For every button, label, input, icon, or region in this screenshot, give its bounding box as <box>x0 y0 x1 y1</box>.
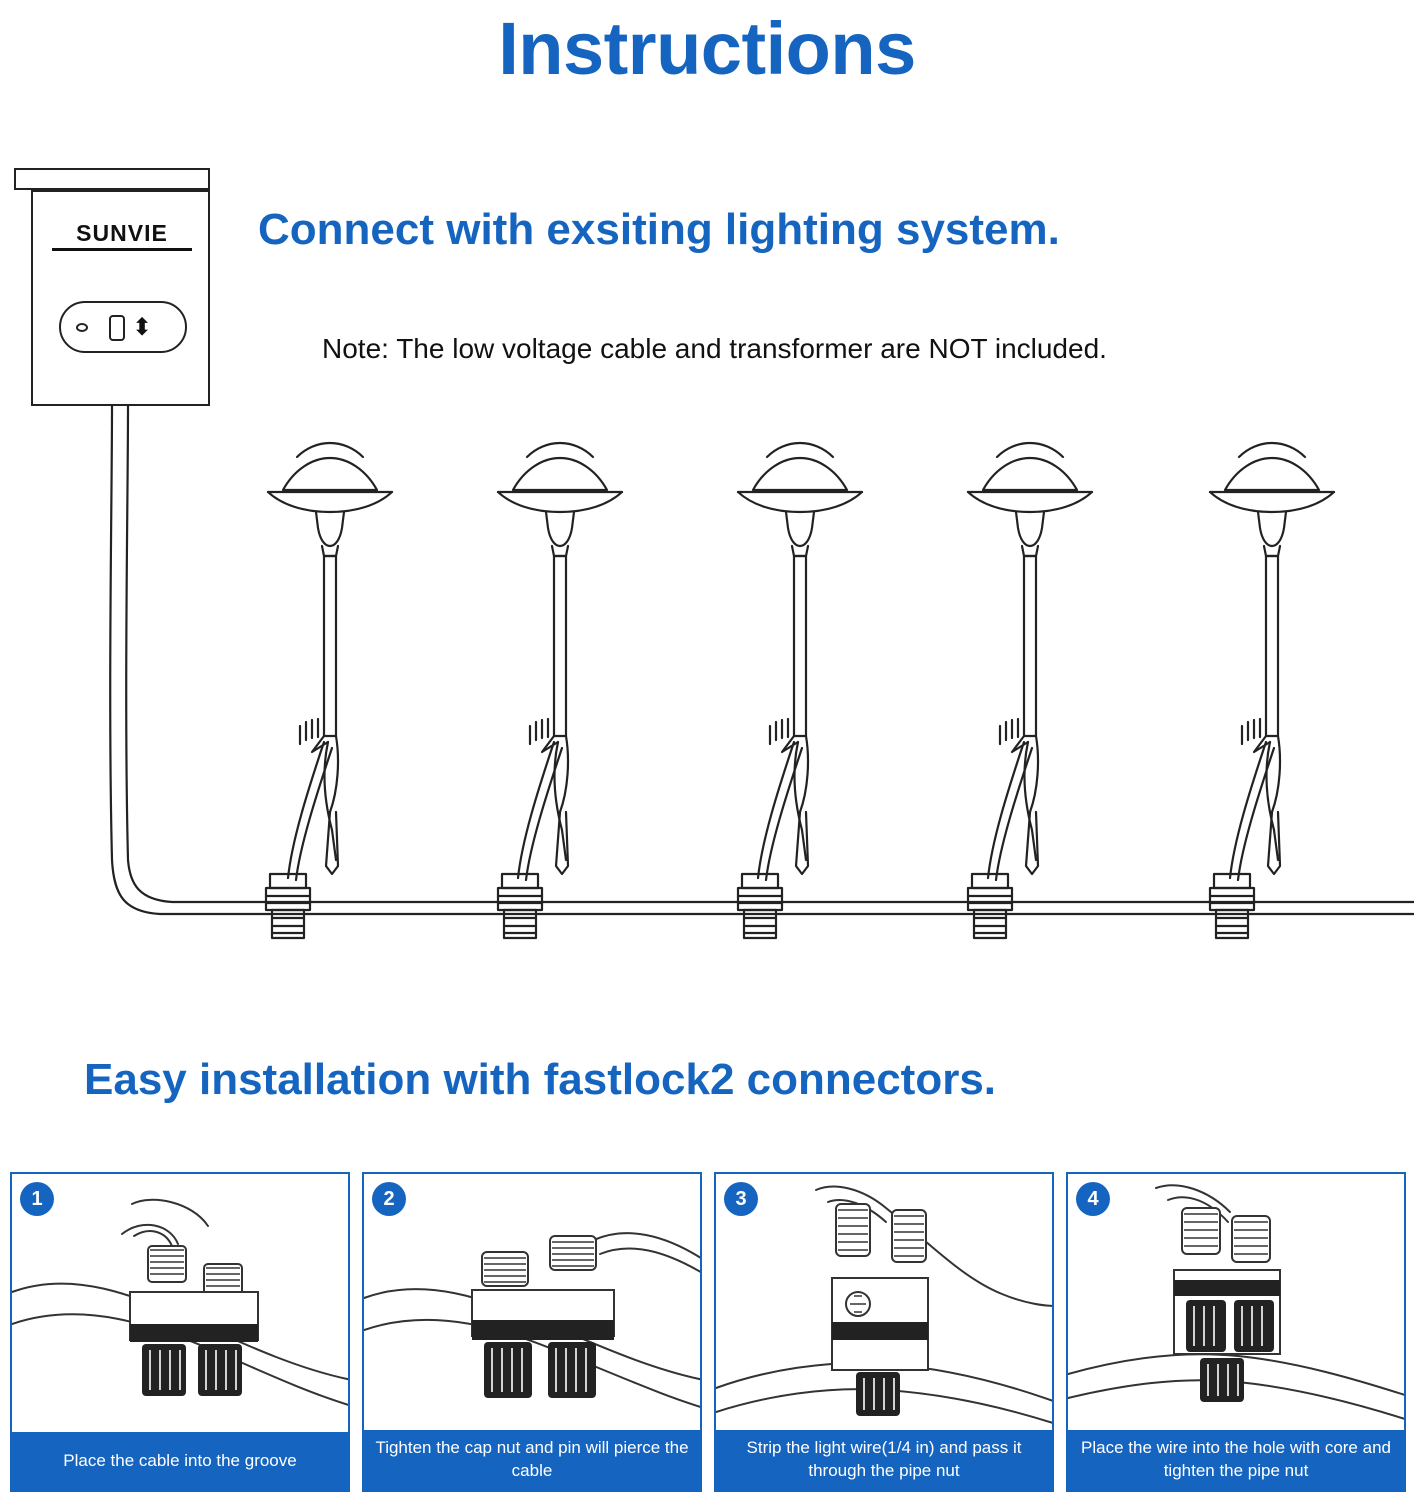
step-panel-4 <box>1066 1172 1406 1492</box>
section-heading-installation: Easy installation with fastlock2 connectors. <box>84 1055 997 1104</box>
transformer-lid <box>14 168 210 190</box>
step-caption: Tighten the cap nut and pin will pierce the cable <box>364 1430 700 1490</box>
step-number-badge: 3 <box>724 1182 758 1216</box>
step-number-badge: 1 <box>20 1182 54 1216</box>
step-panel-3 <box>714 1172 1054 1492</box>
step-panel-1 <box>10 1172 350 1492</box>
step-1-illustration <box>12 1174 350 1436</box>
note-text: Note: The low voltage cable and transformer are NOT included. <box>322 333 1107 364</box>
step-4-illustration <box>1068 1174 1406 1436</box>
step-number-badge: 4 <box>1076 1182 1110 1216</box>
installation-steps <box>10 1172 1406 1492</box>
step-caption: Place the cable into the groove <box>12 1432 348 1490</box>
up-down-arrow-icon: ⬍ <box>132 314 153 341</box>
small-circle-icon <box>76 323 88 332</box>
transformer-brand-label: SUNVIE <box>76 220 168 246</box>
step-caption: Place the wire into the hole with core and tighten the pipe nut <box>1068 1430 1404 1490</box>
step-panel-2 <box>362 1172 702 1492</box>
transformer-brand-underline <box>52 248 192 251</box>
rounded-rect-icon <box>109 315 125 341</box>
section-heading-connect: Connect with exsiting lighting system. <box>258 205 1060 254</box>
step-3-illustration <box>716 1174 1054 1436</box>
page-title: Instructions <box>498 7 916 90</box>
step-2-illustration <box>364 1174 702 1436</box>
step-number-badge: 2 <box>372 1182 406 1216</box>
step-caption: Strip the light wire(1/4 in) and pass it through the pipe nut <box>716 1430 1052 1490</box>
transformer-illustration <box>14 168 210 406</box>
